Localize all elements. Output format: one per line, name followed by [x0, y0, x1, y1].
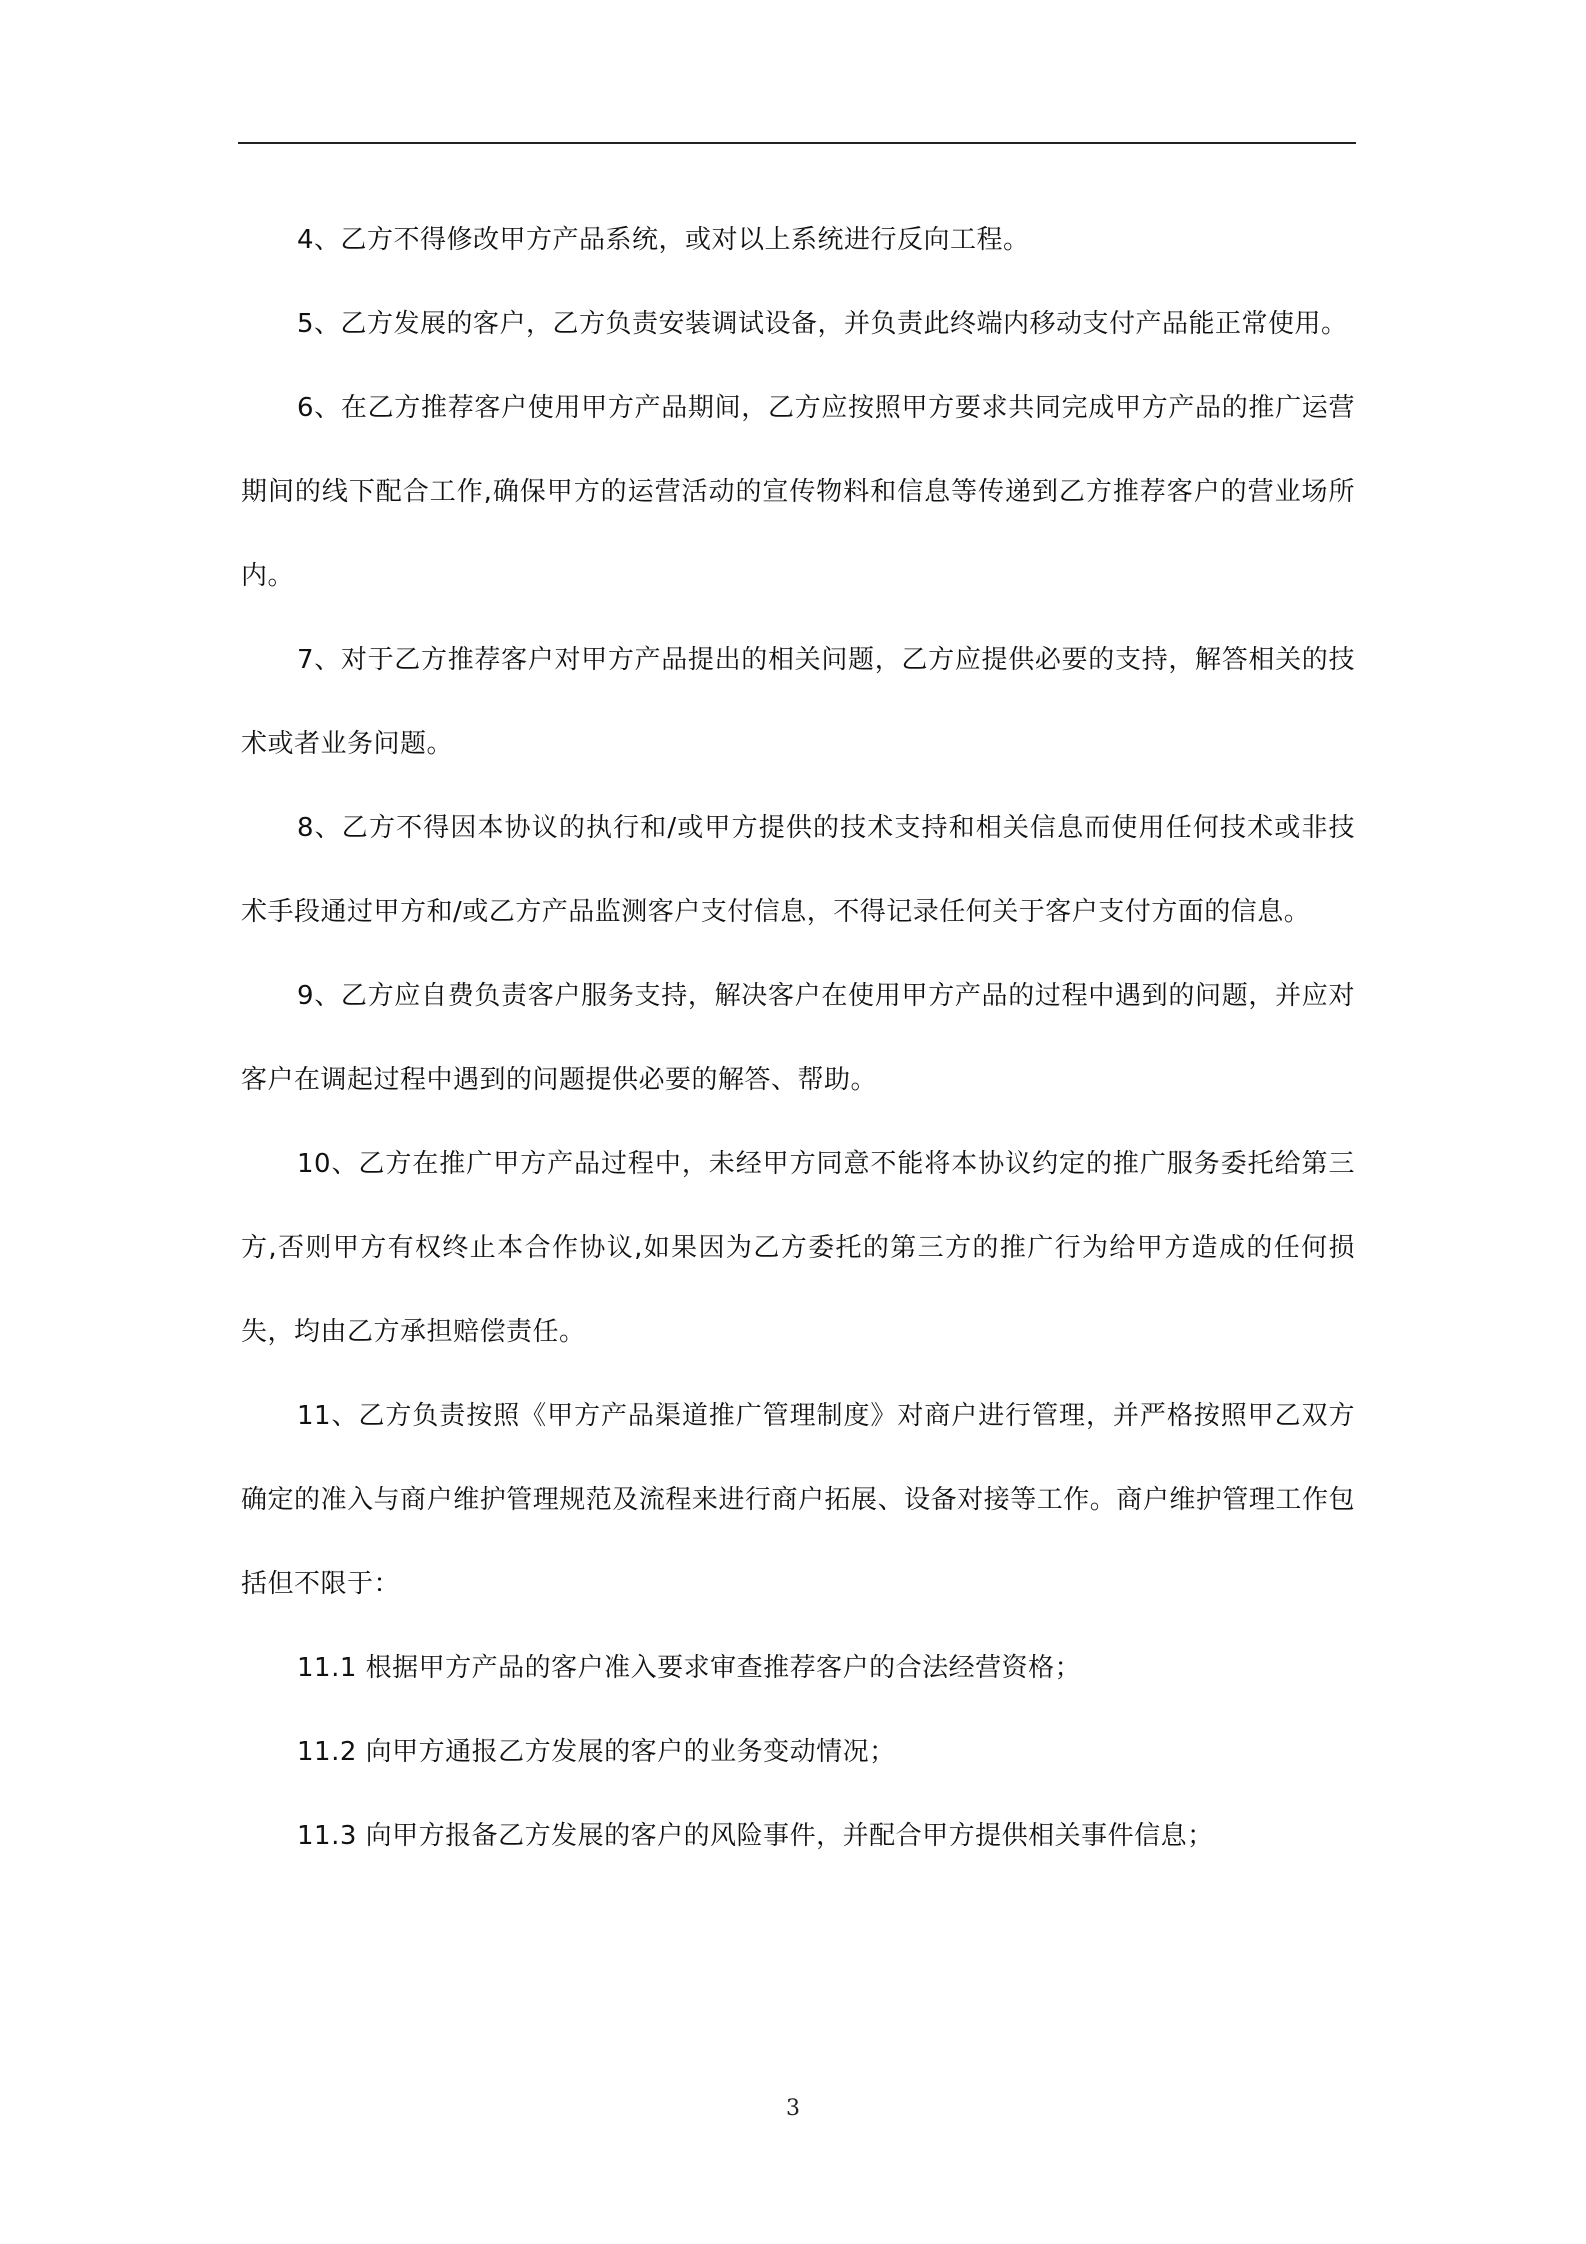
clause-6: 6、在乙方推荐客户使用甲方产品期间，乙方应按照甲方要求共同完成甲方产品的推广运营期间的线下配合工作,确保甲方的运营活动的宣传物料和信息等传递到乙方推荐客户的营业场所内。 [241, 393, 1355, 591]
clause-11-3: 11.3 向甲方报备乙方发展的客户的风险事件，并配合甲方提供相关事件信息； [297, 1821, 1214, 1851]
header-rule [238, 142, 1356, 144]
clause-10: 10、乙方在推广甲方产品过程中，未经甲方同意不能将本协议约定的推广服务委托给第三方,否则甲方有权终止本合作协议,如果因为乙方委托的第三方的推广行为给甲方造成的任何损失，均由乙方承担赔偿责任。 [241, 1149, 1355, 1347]
page-number: 3 [786, 2096, 800, 2121]
clause-11: 11、乙方负责按照《甲方产品渠道推广管理制度》对商户进行管理，并严格按照甲乙双方确定的准入与商户维护管理规范及流程来进行商户拓展、设备对接等工作。商户维护管理工作包括但不限于： [241, 1401, 1355, 1599]
clause-5: 5、乙方发展的客户，乙方负责安装调试设备，并负责此终端内移动支付产品能正常使用。 [297, 309, 1348, 339]
document-body [241, 198, 1355, 1878]
clause-11-1: 11.1 根据甲方产品的客户准入要求审查推荐客户的合法经营资格； [297, 1653, 1082, 1683]
clause-4: 4、乙方不得修改甲方产品系统，或对以上系统进行反向工程。 [297, 225, 1030, 255]
clause-11-2: 11.2 向甲方通报乙方发展的客户的业务变动情况； [297, 1737, 896, 1767]
clause-8: 8、乙方不得因本协议的执行和/或甲方提供的技术支持和相关信息而使用任何技术或非技术手段通过甲方和/或乙方产品监测客户支付信息，不得记录任何关于客户支付方面的信息。 [241, 813, 1355, 927]
clause-9: 9、乙方应自费负责客户服务支持，解决客户在使用甲方产品的过程中遇到的问题，并应对客户在调起过程中遇到的问题提供必要的解答、帮助。 [241, 981, 1355, 1095]
clause-7: 7、对于乙方推荐客户对甲方产品提出的相关问题，乙方应提供必要的支持，解答相关的技术或者业务问题。 [241, 645, 1355, 759]
